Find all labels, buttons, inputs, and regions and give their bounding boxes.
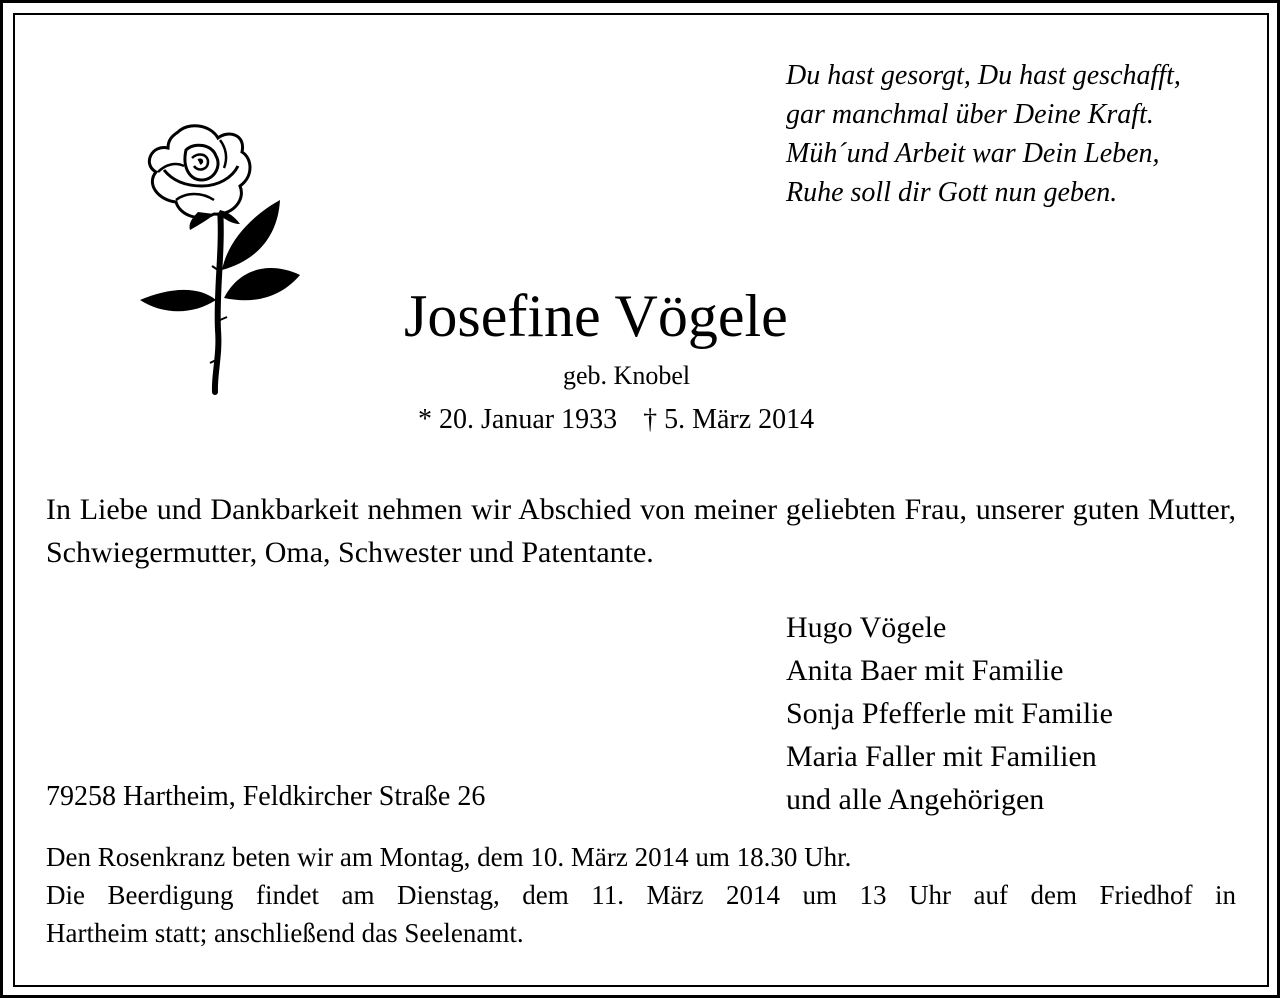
poem [786, 56, 1181, 212]
mourners-list [786, 606, 1113, 821]
life-dates [418, 403, 814, 437]
mourner: Sonja Pfefferle mit Familie [786, 697, 1113, 730]
poem-line: gar manchmal über Deine Kraft. [786, 99, 1154, 130]
poem-line: Ruhe soll dir Gott nun geben. [786, 177, 1118, 208]
address: 79258 Hartheim, Feldkircher Straße 26 [46, 781, 486, 812]
notice-line: Hartheim statt; anschließend das Seelenamt. [46, 918, 524, 948]
mourner: und alle Angehörigen [786, 783, 1045, 816]
rose-icon [128, 120, 308, 400]
maiden-name: geb. Knobel [563, 361, 691, 390]
funeral-notice [46, 838, 1236, 952]
poem-line: Müh´und Arbeit war Dein Leben, [786, 138, 1160, 169]
birth-date: * 20. Januar 1933 [418, 404, 618, 435]
notice-line: Die Beerdigung findet am Dienstag, dem 11. März 2014 um 13 Uhr auf dem Friedhof in [46, 880, 1236, 910]
poem-line: Du hast gesorgt, Du hast geschafft, [786, 60, 1181, 91]
notice-line: Den Rosenkranz beten wir am Montag, dem 10. März 2014 um 18.30 Uhr. [46, 842, 852, 872]
deceased-name: Josefine Vögele [404, 283, 788, 349]
mourner: Anita Baer mit Familie [786, 654, 1064, 687]
death-date: † 5. März 2014 [643, 404, 815, 435]
mourner: Maria Faller mit Familien [786, 740, 1097, 773]
mourner: Hugo Vögele [786, 611, 947, 644]
intro-text: In Liebe und Dankbarkeit nehmen wir Abschied von meiner geliebten Frau, unserer guten Mutter, Schwiegermutter, Oma, Schwester und Patentante. [46, 493, 1236, 569]
